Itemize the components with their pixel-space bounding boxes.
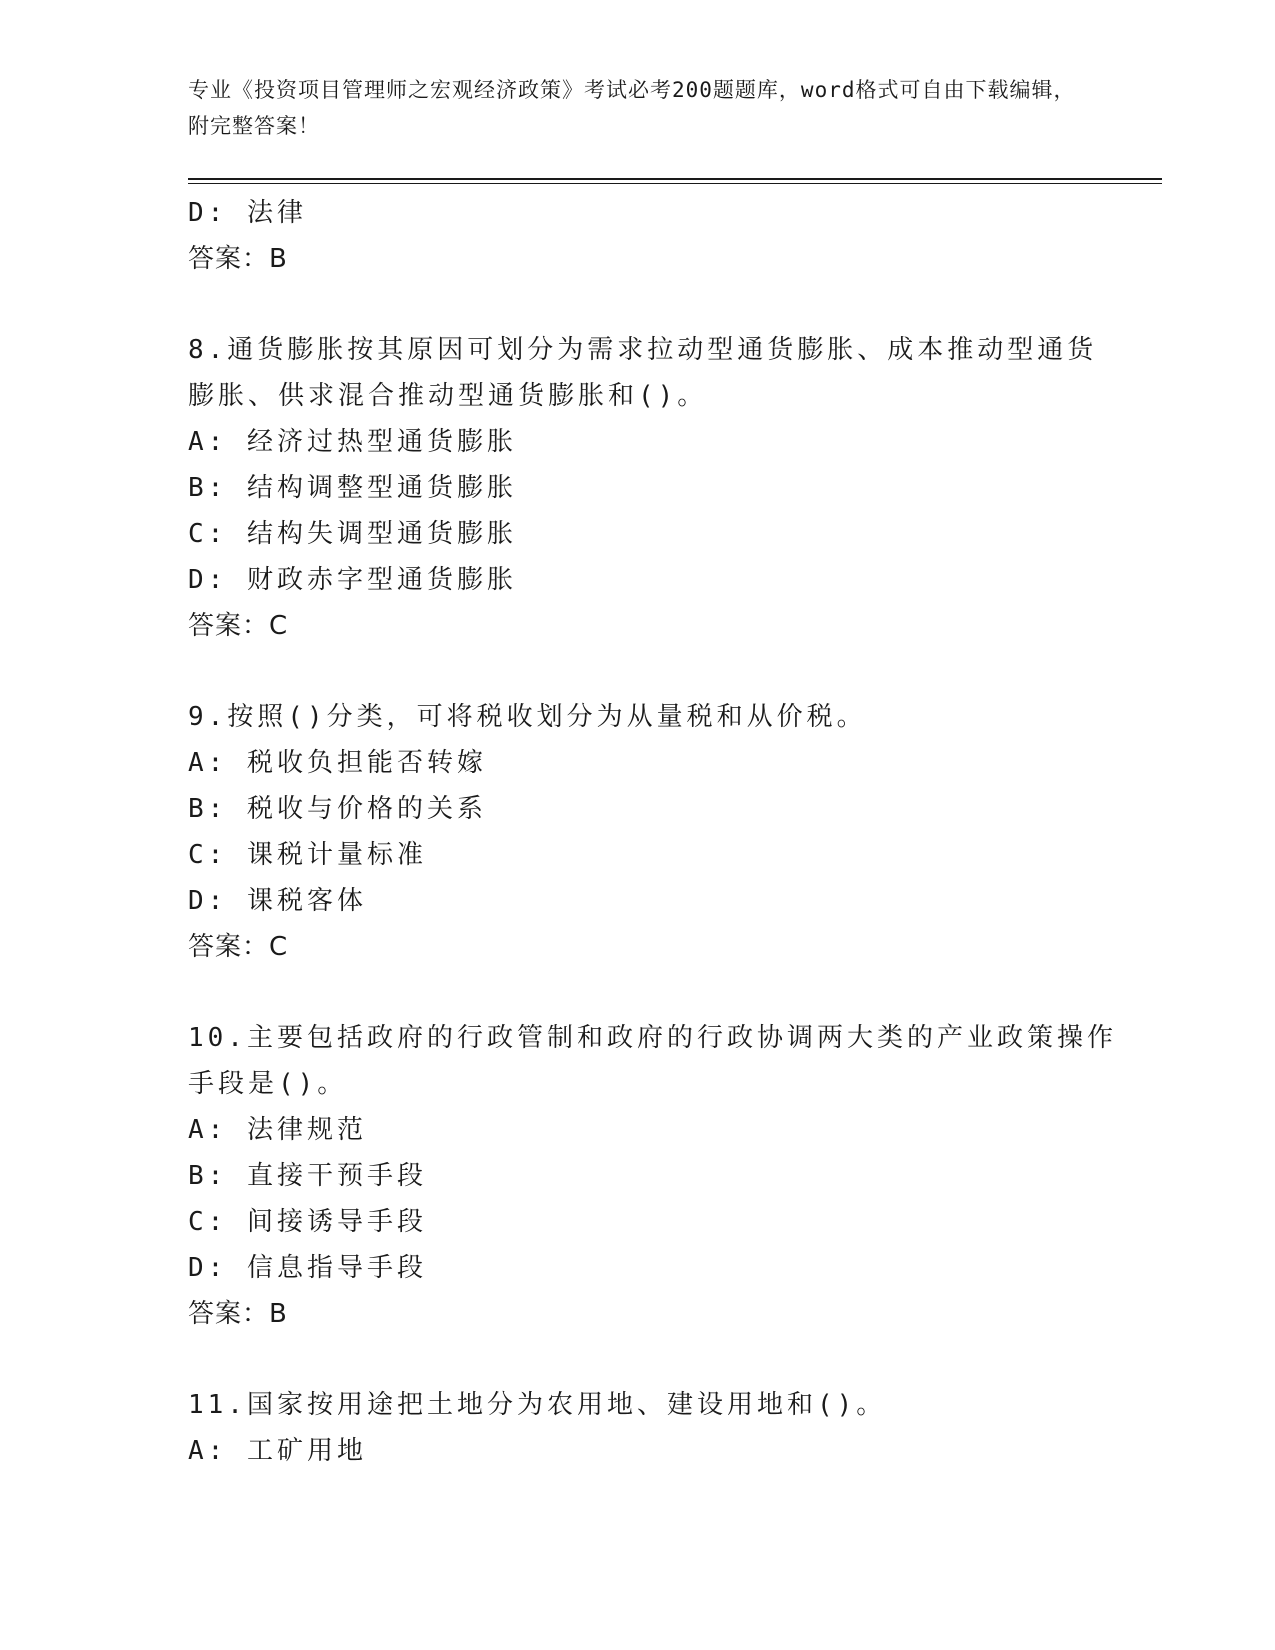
- option-line: B: 税收与价格的关系: [188, 794, 487, 824]
- question-7-tail: [188, 190, 1088, 282]
- option-line: D: 法律: [188, 198, 307, 228]
- header-divider-thick: [188, 178, 1162, 180]
- question-9: [188, 694, 1088, 970]
- option-line: D: 财政赤字型通货膨胀: [188, 565, 517, 595]
- question-8: [188, 327, 1098, 649]
- question-10: [188, 1015, 1117, 1337]
- answer-line: 答案：B: [188, 244, 288, 274]
- document-body: [188, 190, 1117, 1474]
- answer-line: 答案：C: [188, 611, 289, 641]
- option-line: C: 间接诱导手段: [188, 1207, 427, 1237]
- option-line: A: 工矿用地: [188, 1436, 367, 1466]
- option-line: B: 结构调整型通货膨胀: [188, 473, 517, 503]
- option-line: D: 课税客体: [188, 886, 367, 916]
- question-stem: 手段是()。: [188, 1069, 348, 1099]
- option-line: A: 经济过热型通货膨胀: [188, 427, 517, 457]
- question-stem: 10.主要包括政府的行政管制和政府的行政协调两大类的产业政策操作: [188, 1023, 1117, 1053]
- option-line: C: 课税计量标准: [188, 840, 427, 870]
- answer-line: 答案：B: [188, 1299, 288, 1329]
- question-stem: 8.通货膨胀按其原因可划分为需求拉动型通货膨胀、成本推动型通货: [188, 335, 1098, 365]
- option-line: A: 法律规范: [188, 1115, 367, 1145]
- question-11: [188, 1382, 1088, 1474]
- question-stem: 膨胀、供求混合推动型通货膨胀和()。: [188, 381, 708, 411]
- question-stem: 11.国家按用途把土地分为农用地、建设用地和()。: [188, 1390, 887, 1420]
- option-line: B: 直接干预手段: [188, 1161, 427, 1191]
- header-divider-thin: [188, 183, 1162, 184]
- header-text: 专业《投资项目管理师之宏观经济政策》考试必考200题题库，word格式可自由下载编辑，附完整答案！: [188, 78, 1076, 138]
- option-line: C: 结构失调型通货膨胀: [188, 519, 517, 549]
- answer-line: 答案：C: [188, 932, 289, 962]
- question-stem: 9.按照()分类，可将税收划分为从量税和从价税。: [188, 702, 867, 732]
- document-header: [188, 72, 1088, 144]
- option-line: D: 信息指导手段: [188, 1253, 427, 1283]
- option-line: A: 税收负担能否转嫁: [188, 748, 487, 778]
